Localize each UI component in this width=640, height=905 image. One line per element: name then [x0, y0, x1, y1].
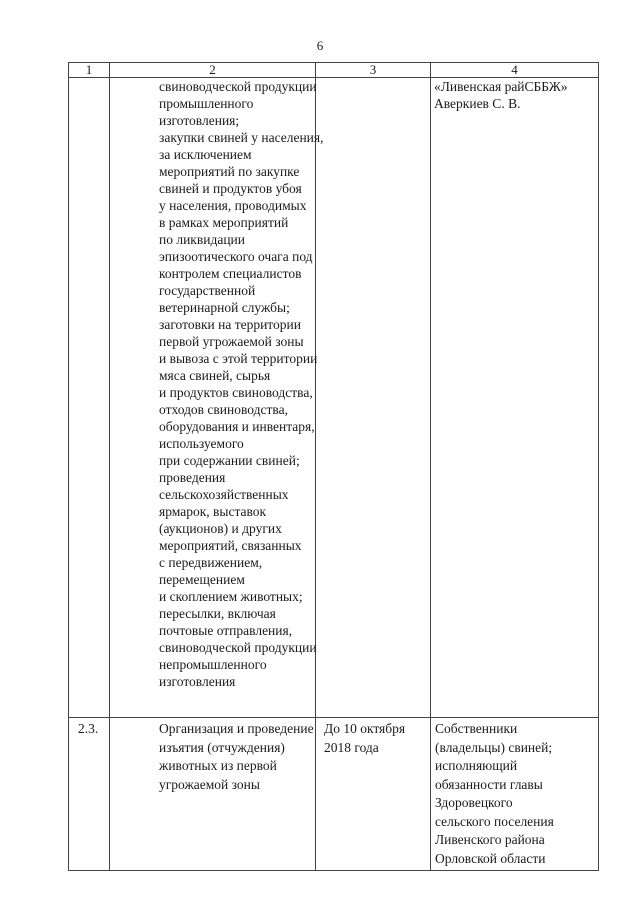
cell-text-line: мяса свиней, сырья: [159, 368, 271, 383]
header-col-3: 3: [316, 63, 431, 78]
cell-text-line: первой угрожаемой зоны: [159, 334, 304, 349]
cell-text-line: пересылки, включая: [159, 606, 276, 621]
cell-text-line: мероприятий, связанных: [159, 538, 302, 553]
table-row: [69, 78, 599, 718]
cell-text-line: за исключением: [159, 147, 252, 162]
measures-table: [68, 62, 599, 871]
cell-text-line: исполняющий: [435, 758, 518, 773]
cell-text-line: используемого: [159, 436, 244, 451]
cell-text-line: перемещением: [159, 572, 245, 587]
cell-text-line: ветеринарной службы;: [159, 300, 290, 315]
cell-text-line: Орловской области: [435, 850, 546, 866]
row1-number-cell: [69, 78, 110, 718]
cell-text-line: заготовки на территории: [159, 317, 301, 332]
row1-measure-cell: [110, 78, 324, 718]
cell-text-line: проведения: [159, 470, 226, 485]
cell-text-line: в рамках мероприятий: [159, 215, 289, 230]
cell-text-line: сельского поселения: [435, 813, 554, 829]
cell-text-line: Здоровецкого: [435, 795, 513, 810]
cell-text-line: и скоплением животных;: [159, 589, 303, 604]
row2-deadline-cell: [316, 718, 431, 871]
row2-number-cell: 2.3.: [69, 718, 110, 871]
header-col-1: 1: [69, 63, 110, 78]
cell-text-line: свиней и продуктов убоя: [159, 181, 302, 196]
cell-text-line: ярмарок, выставок: [159, 504, 267, 519]
table-header-row: [69, 63, 599, 78]
cell-text-line: свиноводческой продукции: [159, 640, 317, 655]
cell-text-line: промышленного: [159, 96, 254, 111]
cell-text-line: сельскохозяйственных: [159, 487, 289, 502]
cell-text-line: обязанности главы: [435, 776, 543, 792]
row2-measure-cell: [110, 718, 316, 871]
cell-text-line: Ливенского района: [435, 832, 545, 847]
cell-text-line: мероприятий по закупке: [159, 164, 300, 179]
cell-text-line: по ликвидации: [159, 232, 246, 247]
cell-text-line: свиноводческой продукции: [159, 79, 317, 94]
cell-text-line: почтовые отправления,: [159, 623, 293, 638]
cell-text-line: Аверкиев С. В.: [434, 96, 521, 111]
row1-deadline-cell: [316, 78, 431, 718]
cell-text-line: Организация и проведение: [159, 721, 314, 736]
cell-text-line: (аукционов) и других: [159, 521, 282, 536]
cell-text-line: изъятия (отчуждения): [159, 739, 285, 755]
cell-text-line: животных из первой: [159, 758, 277, 773]
cell-text-line: эпизоотического очага под: [159, 249, 313, 264]
cell-text-line: при содержании свиней;: [159, 453, 300, 468]
header-col-2: 2: [110, 63, 316, 78]
cell-text-line: с передвижением,: [159, 555, 263, 570]
cell-text-line: и продуктов свиноводства,: [159, 385, 313, 400]
cell-text-line: «Ливенская райСББЖ»: [434, 79, 568, 94]
cell-text-line: 2018 года: [324, 739, 379, 755]
cell-text-line: непромышленного: [159, 657, 267, 672]
cell-text-line: Собственники: [435, 721, 518, 736]
row2-responsible-cell: [431, 718, 599, 871]
header-col-4: 4: [431, 63, 599, 78]
cell-text-line: и вывоза с этой территории: [159, 351, 318, 366]
page-number: 6: [316, 38, 324, 53]
table-row: [69, 718, 599, 871]
cell-text-line: закупки свиней у населения,: [159, 130, 324, 145]
cell-text-line: у населения, проводимых: [159, 198, 307, 213]
cell-text-line: государственной: [159, 283, 256, 298]
cell-text-line: изготовления;: [159, 113, 240, 128]
row1-responsible-cell: [431, 78, 599, 718]
cell-text-line: (владельцы) свиней;: [435, 739, 553, 755]
cell-text-line: изготовления: [159, 674, 236, 689]
cell-text-line: контролем специалистов: [159, 266, 302, 281]
cell-text-line: угрожаемой зоны: [159, 776, 260, 792]
cell-text-line: До 10 октября: [324, 721, 406, 736]
cell-text-line: отходов свиноводства,: [159, 402, 288, 417]
cell-text-line: оборудования и инвентаря,: [159, 419, 315, 434]
